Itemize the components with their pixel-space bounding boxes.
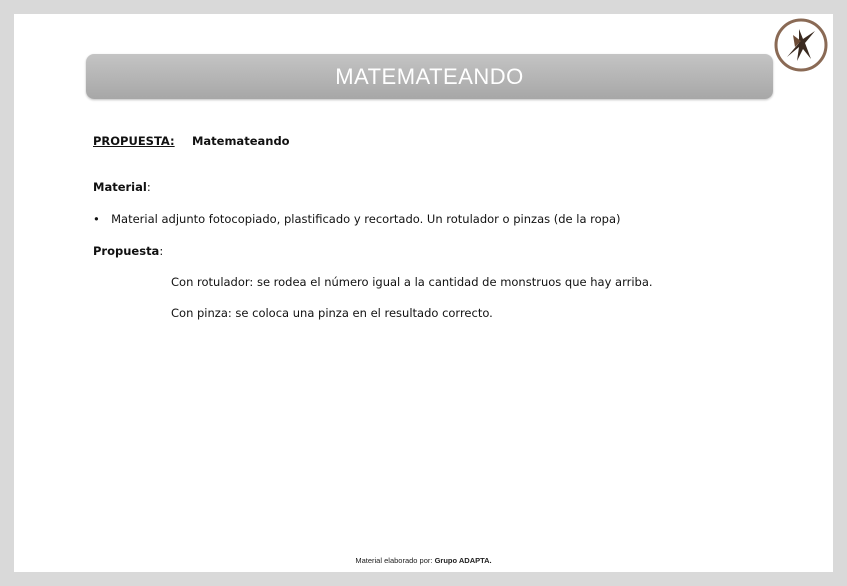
propuesta2-colon: :	[159, 244, 164, 258]
propuesta-heading	[93, 134, 290, 148]
material-item-text: Material adjunto fotocopiado, plastificado y recortado. Un rotulador o pinzas (de la ropa)	[111, 212, 621, 226]
footer-prefix: Material elaborado por:	[355, 556, 435, 565]
footer-author: Grupo ADAPTA.	[434, 556, 492, 565]
material-heading	[93, 180, 151, 194]
propuesta-label: PROPUESTA:	[93, 134, 175, 148]
propuesta-value: Matemateando	[191, 134, 290, 148]
material-label: Material	[93, 180, 147, 194]
title-bar	[86, 54, 773, 99]
propuesta2-heading	[93, 244, 163, 258]
instruction-line-2: Con pinza: se coloca una pinza en el resultado correcto.	[171, 306, 493, 320]
adapta-logo-icon	[773, 17, 829, 73]
propuesta2-label: Propuesta	[93, 244, 160, 258]
bullet-icon: •	[93, 212, 100, 226]
instruction-line-1: Con rotulador: se rodea el número igual a la cantidad de monstruos que hay arriba.	[171, 275, 653, 289]
footer-credit	[0, 556, 847, 565]
material-list-item	[93, 212, 621, 226]
page-title: MATEMATEANDO	[335, 63, 524, 89]
material-colon: :	[146, 180, 151, 194]
